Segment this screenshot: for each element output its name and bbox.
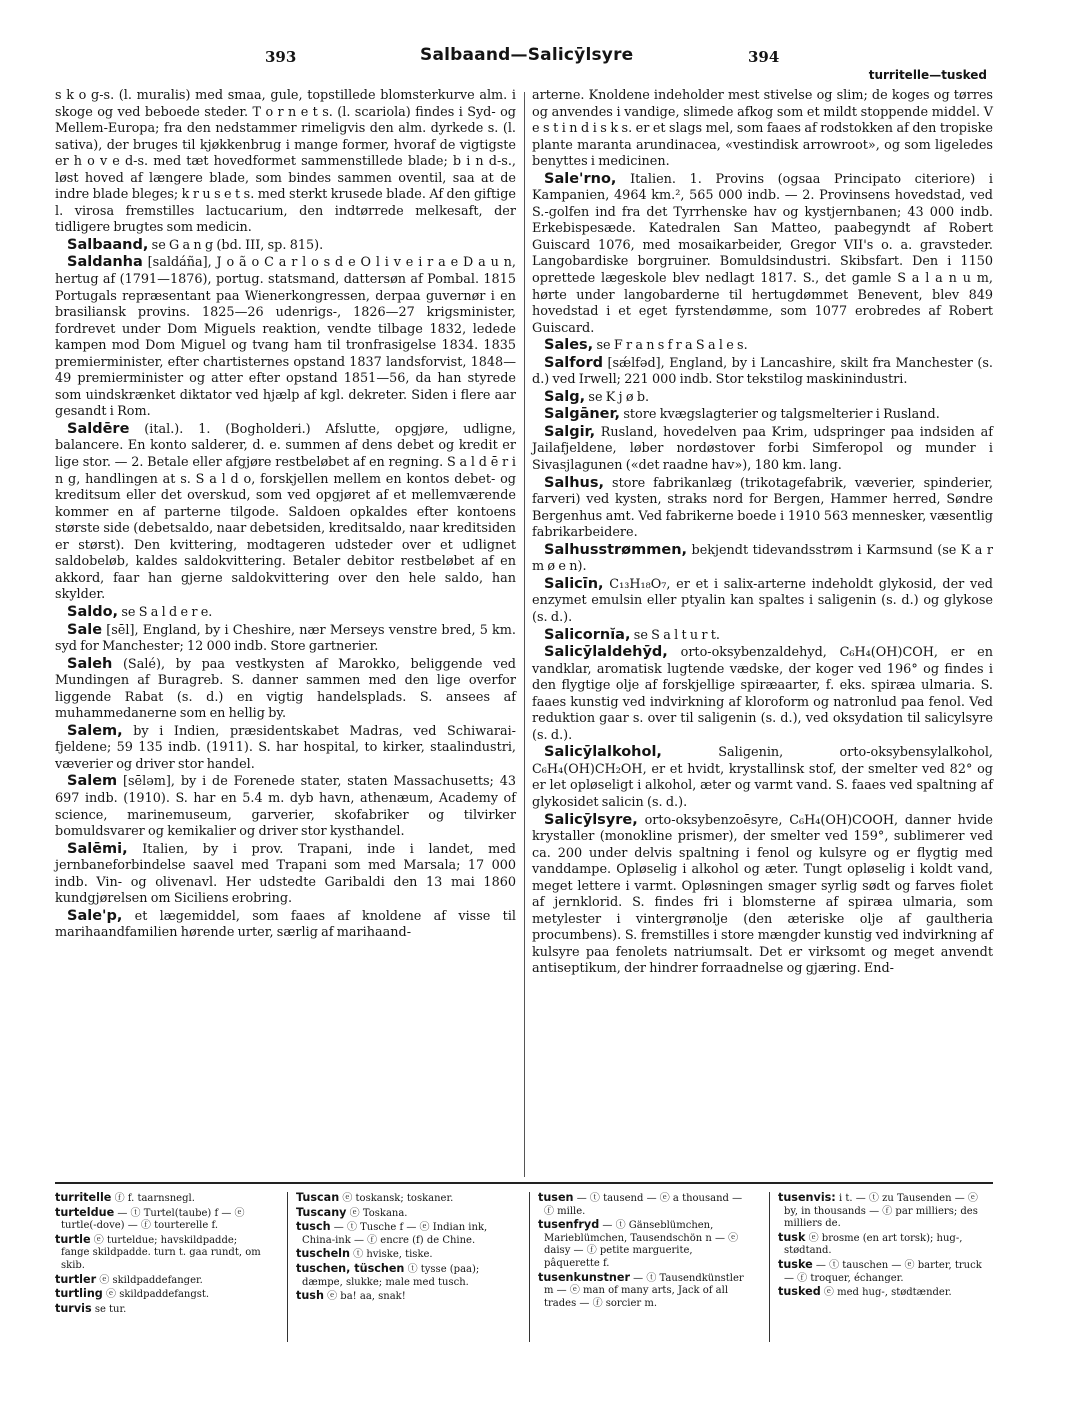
entry-headword: Salgāner, xyxy=(544,406,621,423)
footer-headword: Tuscany xyxy=(296,1205,347,1219)
footer-text: — ⓣ Tusche f — ⓔ Indian ink, China-ink — ⓕ encre (f) de Chine. xyxy=(302,1222,488,1246)
footer-divider xyxy=(769,1192,770,1342)
footer-entry xyxy=(55,1234,263,1273)
footer-headword: tuscheln xyxy=(296,1247,350,1261)
entry-text: arterne. Knoldene indeholder mest stivelse og slim; de koges og tørres og anvendes i vandige, slimede afkog som et mildt stoppende middel. V e s t i n d i s k s. er et slags mel, som faaes af rodstokken af den tropiske plante maranta arundinacea, «vestindisk arrowroot», og som ligeledes benyttes i medicinen. xyxy=(532,88,993,170)
dictionary-entry xyxy=(532,171,993,337)
dictionary-entry xyxy=(55,841,516,908)
entry-text: Italien, by i prov. Trapani, inde i landet, med jernbaneforbindelse saavel med Trapani som med Marsala; 17 000 indb. Vin- og olivenavl. Her udstedte Garibaldi den 13 mai 1860 kundgjørelsen om Siciliens erobring. xyxy=(55,841,516,907)
footer-text: ⓔ skildpaddefangst. xyxy=(106,1289,210,1301)
entry-headword: Salem xyxy=(67,773,118,790)
footer-headword: tusch xyxy=(296,1220,331,1234)
entry-text: se K j ø b. xyxy=(588,389,650,405)
entry-text: se S a l t u r t. xyxy=(633,627,720,643)
footer-text: — ⓣ Gänseblümchen, Marieblümchen, Tausendschön n — ⓔ daisy — ⓕ petite marguerite, pâquerette f. xyxy=(544,1220,739,1269)
dictionary-entry xyxy=(532,644,993,744)
footer-headword: turtling xyxy=(55,1287,103,1301)
footer-entry xyxy=(55,1303,263,1317)
entry-headword: Saleh xyxy=(67,655,113,672)
footer-entry xyxy=(296,1248,504,1262)
footer-entry xyxy=(55,1288,263,1302)
entry-text: orto-oksybenzoēsyre, C₆H₄(OH)COOH, danner hvide krystaller (monokline prismer), der smelter ved 159°, sublimerer ved ca. 200 under delvis spaltning i fenol og kulsyre og er flygtig med vanddampe. Opløselig i alkohol og æter. Tungt opløselig i koldt vand, meget lettere i varmt. Opløsningen smager syrlig sødt og farves fiolet af jernklorid. S. findes fri i blomsterne af spiræa ulmaria, som metylester i vintergrønolje (den æteriske olje af gaultheria procumbens). S. fremstilles i store mængder kunstig ved indvirkning af kulsyre paa fenolets natriumsalt. Det er virksomt og meget anvendt antiseptikum, der hindrer forraadnelse og gjæring. End- xyxy=(532,812,993,977)
entry-headword: Salicȳlsyre, xyxy=(544,811,638,828)
dictionary-entry xyxy=(532,475,993,542)
footer-entry xyxy=(538,1192,746,1218)
footer-entry xyxy=(296,1263,504,1289)
entry-text: (ital.). 1. (Bogholderi.) Afslutte, opgjøre, udligne, balancere. En konto salderer, d. e. summen af dens debet og kredit er lige stor. — 2. Betale eller afgjøre restbeløbet af en regning. S a l d ē r i n g, handlingen at s. S a l d o, forskjellen mellem en kontos debet- og kreditsum eller det overskud, som ved opgjøret af et mellemværende kommer en af parterne tilgode. Saldoen opkaldes efter kontoens største side (debetsaldo, naar debetsiden, kreditsaldo, naar kreditsiden er størst). Den kvittering, modtageren udsteder over et udlignet saldobeløb, kaldes saldokvittering. Betaler debitor restbeløbet af en akkord, faar han gjerne saldokvittering over den hele saldo, han skylder. xyxy=(55,421,516,603)
footer-headword: tusenkunstner xyxy=(538,1270,630,1284)
footer-headword: tusen xyxy=(538,1191,574,1204)
entry-headword: Salicȳlaldehȳd, xyxy=(544,644,668,661)
entry-text: se G a n g (bd. III, sp. 815). xyxy=(151,237,324,253)
entry-text: se F r a n s f r a S a l e s. xyxy=(596,338,748,354)
footer-text: — ⓣ Turtel(taube) f — ⓔ turtle(-dove) — ⓕ tourterelle f. xyxy=(61,1207,245,1232)
entry-text: orto-oksybenzaldehyd, C₆H₄(OH)COH, er en vandklar, aromatisk lugtende vædske, der koger ved 196° og findes i den flygtige olje af forskjellige spiræaarter, f. eks. spiræa ulmaria. S. faaes kunstig ved indvirkning af kloroform og natronlud paa fenol. Ved reduktion gaar s. over til saligenin (s. d.), ved oksydation til salicylsyre (s. d.). xyxy=(532,645,993,743)
footer-headword: turritelle xyxy=(55,1191,112,1204)
entry-text: by i Indien, præsidentskabet Madras, ved Schiwarai-fjeldene; 59 135 indb. (1911). S. har hospital, to kirker, staalindustri, væverier og driver stor handel. xyxy=(55,723,516,772)
footer-entry xyxy=(538,1219,746,1270)
footer-text: — ⓣ Tausendkünstler m — ⓔ man of many arts, Jack of all trades — ⓕ sorcier m. xyxy=(544,1272,744,1309)
dictionary-entry xyxy=(532,88,993,171)
entry-headword: Salg, xyxy=(544,388,586,405)
footer-text: i t. — ⓣ zu Tausenden — ⓔ by, in thousands — ⓕ par milliers; des milliers de. xyxy=(784,1193,978,1230)
page-title: Salbaand—Salicȳlsyre xyxy=(420,45,634,65)
footer-headword: tuschen, tüschen xyxy=(296,1261,405,1275)
entry-headword: Sale'rno, xyxy=(544,170,617,187)
entry-text: et lægemiddel, som faaes af knoldene af visse til marihaandfamilien hørende urter, særlig af marihaand- xyxy=(55,908,517,941)
footer-text: ⓣ tysse (paa); dæmpe, slukke; male med tusch. xyxy=(302,1263,480,1288)
dictionary-entry xyxy=(532,576,993,627)
footer-entry xyxy=(296,1192,504,1206)
entry-headword: Salbaand, xyxy=(67,236,149,253)
dictionary-entry xyxy=(55,421,516,604)
footer-headword: tuske xyxy=(778,1257,813,1271)
footer-entry xyxy=(55,1192,263,1206)
entry-text: [saldáña], J o ã o C a r l o s d e O l i v e i r a e D a u n, hertug af (1791—1876), portug. statsmand, dattersøn af Pombal. 1815 Portugals repræsentant paa Wienerkongressen, derpaa guvernør i en brasiliansk provins. 1825—26 udenrigs-, 1826—27 krigsminister, fordrevet under Dom Miguels reaktion, vendte tilbage 1832, ledede kampen mod Dom Miguel og tvang ham til tronfrasigelse 1834. 1835 premierminister, efter chartisternes opstand 1837 landsforvist, 1848—49 premierminister og atter efter opstand 1851—56, da han styrede som uindskrænket diktator ved hjælp af kgl. dekreter. Siden i flere aar gesandt i Rom. xyxy=(55,255,516,420)
footer-headword: tusked xyxy=(778,1285,821,1299)
dictionary-entry xyxy=(55,254,516,420)
footer-headword: turteldue xyxy=(55,1205,115,1219)
entry-text: [sǽlfəd], England, by i Lancashire, skilt fra Manchester (s. d.) ved Irwell; 221 000 indb. Stor tekstilog maskinindustri. xyxy=(532,355,993,388)
dictionary-entry xyxy=(532,744,993,811)
left-column xyxy=(55,88,516,942)
entry-headword: Salicȳlalkohol, xyxy=(544,744,662,761)
entry-text: Rusland, hovedelven paa Krim, udspringer paa indsiden af Jailafjeldene, løber nordøstover forbi Simferopol og munder i Sivasjlagunen («det raadne hav»), 180 km. lang. xyxy=(532,424,993,474)
dictionary-entry xyxy=(532,812,993,978)
dictionary-entry xyxy=(55,723,516,774)
footer-column-2 xyxy=(296,1192,504,1305)
dictionary-entry xyxy=(55,237,516,255)
footer-text: ⓔ toskansk; toskaner. xyxy=(342,1193,454,1204)
footer-headword: turvis xyxy=(55,1301,92,1315)
dictionary-entry xyxy=(55,604,516,622)
footer-text: ⓣ hviske, tiske. xyxy=(353,1249,433,1261)
footer-entry xyxy=(778,1286,986,1300)
page-number-left: 393 xyxy=(265,48,297,66)
page-number-right: 394 xyxy=(748,48,780,66)
footer-headword: Tuscan xyxy=(296,1191,340,1204)
dictionary-entry xyxy=(532,389,993,407)
dictionary-entry xyxy=(55,88,516,237)
dictionary-entry xyxy=(55,656,516,723)
entry-headword: Saldēre xyxy=(67,420,130,437)
entry-headword: Salford xyxy=(544,354,603,371)
footer-text: ⓕ f. taarnsnegl. xyxy=(114,1193,195,1204)
footer-headword: tusenvis: xyxy=(778,1191,836,1204)
entry-headword: Saldanha xyxy=(67,254,143,271)
footer-entry xyxy=(55,1207,263,1233)
footer-entry xyxy=(778,1259,986,1285)
entry-headword: Salicornĭa, xyxy=(544,626,631,643)
dictionary-entry xyxy=(55,622,516,656)
footer-guide-words: turritelle—tusked xyxy=(868,68,987,82)
footer-entry xyxy=(778,1192,986,1231)
entry-headword: Salgir, xyxy=(544,423,596,440)
footer-text: ⓔ skildpaddefanger. xyxy=(99,1274,203,1286)
entry-headword: Salhusstrømmen, xyxy=(544,541,688,558)
footer-text: ⓔ med hug-, stødtænder. xyxy=(823,1287,952,1299)
footer-entry xyxy=(296,1290,504,1304)
entry-text: C₁₃H₁₈O₇, er et i salix-arterne indeholdt glykosid, der ved enzymet emulsin eller ptyalin kan spaltes i saligenin (s. d.) og glykose (s. d.). xyxy=(532,576,993,625)
dictionary-entry xyxy=(532,424,993,475)
entry-headword: Sale'p, xyxy=(67,907,123,924)
entry-text: se S a l d e r e. xyxy=(121,604,213,620)
footer-headword: tush xyxy=(296,1289,324,1303)
footer-column-3 xyxy=(538,1192,746,1311)
footer-entry xyxy=(778,1232,986,1258)
footer-rule xyxy=(55,1182,993,1184)
entry-text: [sēl], England, by i Cheshire, nær Merseys venstre bred, 5 km. syd for Manchester; 12 000 indb. Store gartnerier. xyxy=(55,622,516,655)
entry-text: s k o g-s. (l. muralis) med smaa, gule, topstillede blomsterkurve alm. i skoge og ved beboede steder. T o r n e t s. (l. scariola) findes i Syd- og Mellem-Europa; fra den nedstammer rimeligvis den alm. dyrkede s. (l. sativa), der bruges til kjøkkenbrug i mange former, hvoraf de vigtigste er h o v e d-s. med tæt hovedformet sammenstillede blade; b i n d-s., løst hoved af længere blade, som bindes sammen oventil, saa at de indre blade bleges; k r u s e t s. med sterkt krusede blade. Af den giftige l. virosa fremstilles lactucarium, den indtørrede melkesaft, der tidligere brugtes som medicin. xyxy=(55,88,516,236)
entry-headword: Sales, xyxy=(544,337,594,354)
footer-entry xyxy=(55,1274,263,1288)
footer-headword: tusenfryd xyxy=(538,1218,600,1232)
dictionary-entry xyxy=(532,542,993,576)
footer-headword: tusk xyxy=(778,1230,806,1244)
right-column xyxy=(532,88,993,978)
entry-headword: Salēmi, xyxy=(67,840,128,857)
footer-headword: turtle xyxy=(55,1232,91,1246)
entry-headword: Salhus, xyxy=(544,474,604,491)
footer-text: ⓔ turteldue; havskildpadde; fange skildpadde. turn t. gaa rundt, om skib. xyxy=(61,1234,261,1271)
footer-entry xyxy=(538,1272,746,1311)
entry-text: store kvægslagterier og talgsmelterier i Rusland. xyxy=(623,407,940,423)
entry-text: bekjendt tidevandsstrøm i Karmsund (se K a r m ø e n). xyxy=(532,542,993,575)
footer-text: — ⓣ tausend — ⓔ a thousand — ⓕ mille. xyxy=(544,1193,743,1217)
entry-text: [sēləm], by i de Forenede stater, staten Massachusetts; 43 697 indb. (1910). S. har en 5.4 m. dyb havn, athenæum, Academy of science, marinemuseum, garverier, skofabriker og tilvirker bomuldsvarer og kemikalier og driver stor kysthandel. xyxy=(55,774,516,840)
footer-text: — ⓣ tauschen — ⓔ barter, truck — ⓕ troquer, échanger. xyxy=(784,1259,982,1284)
footer-divider xyxy=(287,1192,288,1342)
entry-text: Italien. 1. Provins (ogsaa Principato citeriore) i Kampanien, 4964 km.², 565 000 indb. — 2. Provinsens hovedstad, ved S.-golfen ind fra det Tyrrhenske hav og kystjernbanen; 43 000 indb. Erkebispesæde. Katedralen San Matteo, paabegyndt af Robert Guiscard 1076, med mosaikarbeider, Gregor VII's o. a. gravsteder. Langobardiske borgruiner. Bomuldsindustri. Skibsfart. Den i 1150 oprettede lægeskole blev nedlagt 1817. S., det gamle S a l a n u m, hørte under langobarderne til hertugdømmet Benevent, blev 849 hovedstad i et eget fyrstendømme, som 1077 erobredes af Robert Guiscard. xyxy=(532,171,993,336)
entry-text: Saligenin, orto-oksybensylalkohol, C₆H₄(OH)CH₂OH, er et hvidt, krystallinsk stof, der smelter ved 82° og er let opløseligt i alkohol, æter og varmt vand. S. faaes ved spaltning af glykosidet salicin (s. d.). xyxy=(532,745,993,810)
footer-text: ⓔ ba! aa, snak! xyxy=(327,1291,406,1303)
entry-headword: Saldo, xyxy=(67,603,119,620)
footer-headword: turtler xyxy=(55,1272,97,1286)
dictionary-entry xyxy=(55,773,516,840)
dictionary-entry xyxy=(532,355,993,389)
dictionary-entry xyxy=(532,627,993,645)
footer-entry xyxy=(296,1207,504,1221)
footer-divider xyxy=(529,1192,530,1342)
footer-column-1 xyxy=(55,1192,263,1317)
entry-text: (Salé), by paa vestkysten af Marokko, beliggende ved Mundingen af Buragreb. S. danner sammen med den lige overfor liggende Rabat (s. d.) en vigtig handelsplads. S. ansees af muhammedanerne som en hellig by. xyxy=(55,656,516,722)
dictionary-entry xyxy=(55,908,516,942)
dictionary-entry xyxy=(532,337,993,355)
entry-headword: Sale xyxy=(67,621,103,638)
dictionary-entry xyxy=(532,406,993,424)
footer-text: ⓔ brosme (en art torsk); hug-, stødtand. xyxy=(784,1232,963,1257)
footer-text: se tur. xyxy=(94,1303,127,1315)
entry-headword: Salicīn, xyxy=(544,575,604,592)
entry-headword: Salem, xyxy=(67,722,123,739)
footer-text: ⓔ Toskana. xyxy=(349,1207,408,1219)
entry-text: store fabrikanlæg (trikotagefabrik, væverier, spinderier, farveri) ved kysten, straks nord for Bergen, Hammer herred, Søndre Bergenhus amt. Ved fabrikerne boede i 1910 563 mennesker, væsentlig fabrikarbeidere. xyxy=(532,475,993,541)
footer-column-4 xyxy=(778,1192,986,1301)
footer-entry xyxy=(296,1221,504,1247)
column-divider xyxy=(524,92,525,1177)
